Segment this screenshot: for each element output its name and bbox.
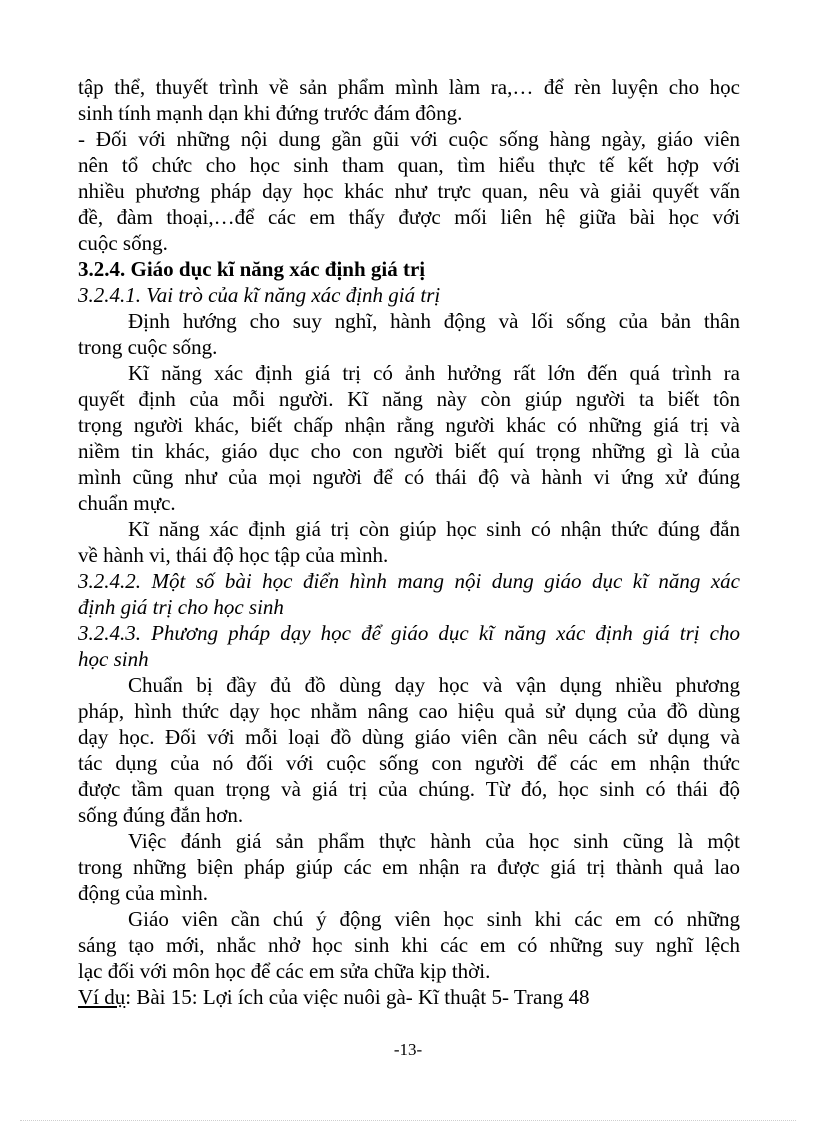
text-line: Việc đánh giá sản phẩm thực hành của học sinh cũng là một — [128, 829, 740, 853]
text-line: 3.2.4.3. Phương pháp dạy học để giáo dục kĩ năng xác định giá trị cho — [78, 621, 740, 645]
text-line: tác dụng của nó đối với cuộc sống con người để các em nhận thức — [78, 751, 740, 775]
text-line: trọng người khác, biết chấp nhận rằng người khác có những giá trị và — [78, 413, 740, 437]
text-line: Kĩ năng xác định giá trị còn giúp học sinh có nhận thức đúng đắn — [128, 517, 740, 541]
text-line: sáng tạo mới, nhắc nhở học sinh khi các em có những suy nghĩ lệch — [78, 933, 740, 957]
text-line: quyết định của mỗi người. Kĩ năng này còn giúp người ta biết tôn — [78, 387, 740, 411]
text-line: đề, đàm thoại,…để các em thấy được mối liên hệ giữa bài học với — [78, 205, 740, 229]
text-line: 3.2.4. Giáo dục kĩ năng xác định giá trị — [78, 257, 426, 281]
text-line: động của mình. — [78, 881, 209, 905]
text-line: mình cũng như của mọi người để có thái độ và hành vi ứng xử đúng — [78, 465, 740, 489]
text-line: pháp, hình thức dạy học nhằm nâng cao hiệu quả sử dụng của đồ dùng — [78, 699, 740, 723]
text-line: nhiều phương pháp dạy học khác như trực quan, nêu và giải quyết vấn — [78, 179, 740, 203]
text-line: Kĩ năng xác định giá trị có ảnh hưởng rất lớn đến quá trình ra — [128, 361, 740, 385]
text-line: trong những biện pháp giúp các em nhận ra được giá trị thành quả lao — [78, 855, 740, 879]
example-text: : Bài 15: Lợi ích của việc nuôi gà- Kĩ thuật 5- Trang 48 — [125, 985, 590, 1009]
text-line: 3.2.4.1. Vai trò của kĩ năng xác định giá trị — [78, 283, 441, 307]
text-line: sống đúng đắn hơn. — [78, 803, 244, 827]
text-line: dạy học. Đối với mỗi loại đồ dùng giáo viên cần nêu cách sử dụng và — [78, 725, 740, 749]
example-label: Ví dụ — [78, 985, 126, 1009]
page-bottom-border — [20, 1120, 796, 1121]
document-body — [78, 74, 740, 1010]
text-line: cuộc sống. — [78, 231, 168, 255]
text-line: sinh tính mạnh dạn khi đứng trước đám đông. — [78, 101, 463, 125]
text-line: 3.2.4.2. Một số bài học điển hình mang nội dung giáo dục kĩ năng xác — [78, 569, 740, 593]
text-lines — [78, 74, 740, 984]
text-line: được tầm quan trọng và giá trị của chúng. Từ đó, học sinh có thái độ — [78, 777, 740, 801]
text-line: trong cuộc sống. — [78, 335, 218, 359]
text-line: chuẩn mực. — [78, 491, 176, 515]
text-line: niềm tin khác, giáo dục cho con người biết quí trọng những gì là của — [78, 439, 740, 463]
text-line: lạc đối với môn học để các em sửa chữa kịp thời. — [78, 959, 491, 983]
text-line: - Đối với những nội dung gần gũi với cuộc sống hàng ngày, giáo viên — [78, 127, 740, 151]
page-number: -13- — [393, 1040, 423, 1059]
text-line: Định hướng cho suy nghĩ, hành động và lối sống của bản thân — [128, 309, 740, 333]
text-line: nên tổ chức cho học sinh tham quan, tìm hiểu thực tế kết hợp với — [78, 153, 740, 177]
text-line: học sinh — [78, 647, 149, 671]
text-line: Giáo viên cần chú ý động viên học sinh khi các em có những — [128, 907, 740, 931]
example-line — [78, 984, 740, 1010]
text-line: định giá trị cho học sinh — [78, 595, 284, 619]
text-line: về hành vi, thái độ học tập của mình. — [78, 543, 389, 567]
text-line: tập thể, thuyết trình về sản phẩm mình làm ra,… để rèn luyện cho học — [78, 75, 740, 99]
text-line: Chuẩn bị đầy đủ đồ dùng dạy học và vận dụng nhiều phương — [128, 673, 740, 697]
